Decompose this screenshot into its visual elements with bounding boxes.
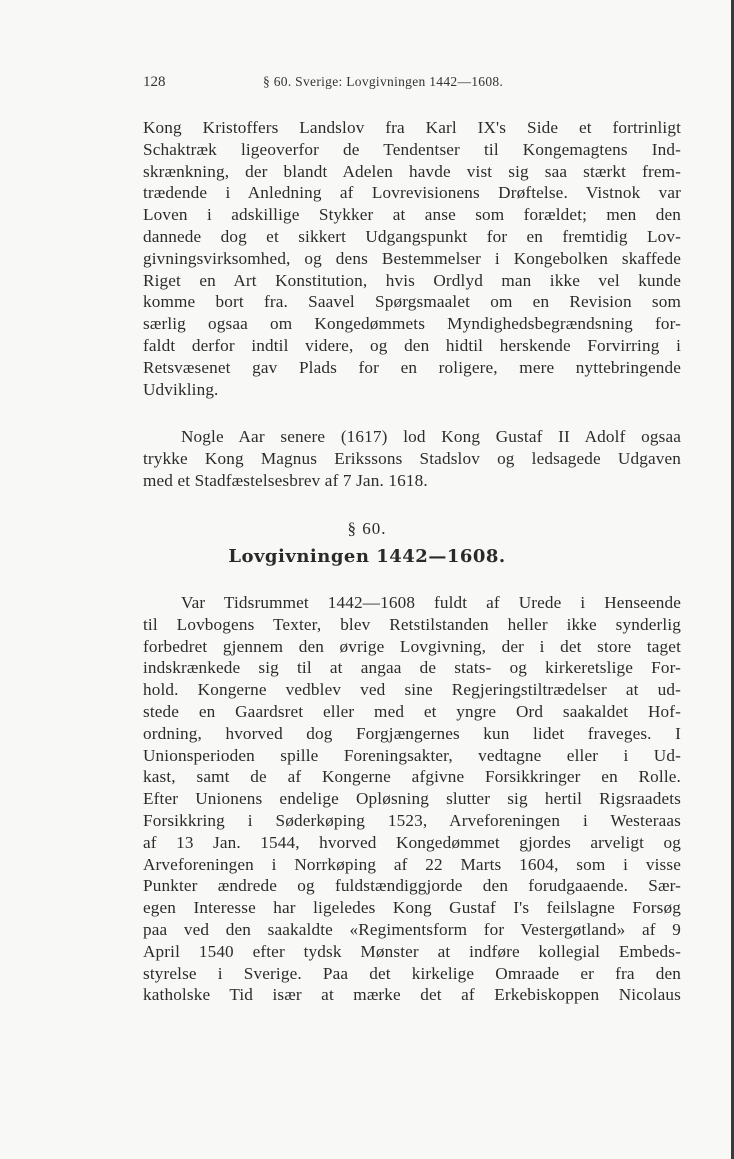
text-line: Nogle Aar senere (1617) lod Kong Gustaf II Adolf ogsaa bbox=[181, 427, 681, 446]
paragraph-3 bbox=[143, 592, 681, 1006]
text-line: Arveforeningen i Norrkøping af 22 Marts 1604, som i visse bbox=[143, 854, 681, 874]
text-line: hold. Kongerne vedblev ved sine Regjeringstiltrædelser at ud- bbox=[143, 680, 681, 700]
text-line: Unionsperioden spille Foreningsakter, vedtagne eller i Ud- bbox=[143, 745, 681, 765]
text-line: særlig ogsaa om Kongedømmets Myndighedsbegrændsning for- bbox=[143, 314, 681, 334]
text-line: Loven i adskillige Stykker at anse som forældet; men den bbox=[143, 205, 681, 225]
text-line: Var Tidsrummet 1442—1608 fuldt af Urede i Henseende bbox=[181, 593, 681, 612]
text-line: stede en Gaardsret eller med et yngre Ord saakaldet Hof- bbox=[143, 701, 681, 721]
text-line: Udvikling. bbox=[143, 379, 219, 399]
paragraph-1 bbox=[143, 117, 681, 400]
text-line: forbedret gjennem den øvrige Lovgivning, der i det store taget bbox=[143, 636, 681, 656]
page-header bbox=[143, 74, 663, 96]
text-line: skrænkning, der blandt Adelen havde vist sig saa stærkt frem- bbox=[143, 161, 681, 181]
text-line: ordning, hvorved dog Forgjængernes kun lidet fraveges. I bbox=[143, 723, 681, 743]
text-line: egen Interesse har ligeledes Kong Gustaf I's feilslagne Forsøg bbox=[143, 898, 681, 918]
page-number: 128 bbox=[143, 74, 166, 90]
text-line: Efter Unionens endelige Opløsning slutter sig hertil Rigsraadets bbox=[143, 789, 681, 809]
text-line: Punkter ændrede og fuldstændiggjorde den forudgaaende. Sær- bbox=[143, 876, 681, 896]
text-line: faldt derfor indtil videre, og den hidtil herskende Forvirring i bbox=[143, 335, 681, 355]
paragraph-2 bbox=[143, 426, 681, 491]
text-line: Retsvæsenet gav Plads for en roligere, mere nyttebringende bbox=[143, 357, 681, 377]
text-line: komme bort fra. Saavel Spørgsmaalet om en Revision som bbox=[143, 292, 681, 312]
text-line: styrelse i Sverige. Paa det kirkelige Omraade er fra den bbox=[143, 963, 681, 983]
section-title: Lovgivningen 1442—1608. bbox=[228, 546, 506, 567]
text-line: trædende i Anledning af Lovrevisionens Drøftelse. Vistnok var bbox=[143, 183, 681, 203]
text-line: til Lovbogens Texter, blev Retstilstanden heller ikke synderlig bbox=[143, 614, 681, 634]
text-line: af 13 Jan. 1544, hvorved Kongedømmet gjordes arveligt og bbox=[143, 832, 681, 852]
text-line: April 1540 efter tydsk Mønster at indføre kollegial Embeds- bbox=[143, 941, 681, 961]
running-title: § 60. Sverige: Lovgivningen 1442—1608. bbox=[263, 74, 504, 89]
text-line: paa ved den saakaldte «Regimentsform for Vestergøtland» af 9 bbox=[143, 919, 681, 939]
text-line: trykke Kong Magnus Erikssons Stadslov og ledsagede Udgaven bbox=[143, 448, 681, 468]
text-line: givningsvirksomhed, og dens Bestemmelser i Kongebolken skaffede bbox=[143, 248, 681, 268]
text-line: Kong Kristoffers Landslov fra Karl IX's Side et fortrinligt bbox=[143, 118, 681, 137]
text-line: med et Stadfæstelsesbrev af 7 Jan. 1618. bbox=[143, 470, 428, 490]
text-line: Forsikkring i Søderkøping 1523, Arveforeningen i Westeraas bbox=[143, 810, 681, 830]
text-line: dannede dog et sikkert Udgangspunkt for en fremtidig Lov- bbox=[143, 226, 681, 246]
text-line: indskrænkede sig til at angaa de stats- og kirkeretslige For- bbox=[143, 658, 681, 678]
text-line: katholske Tid især at mærke det af Erkebiskoppen Nicolaus bbox=[143, 985, 681, 1005]
text-line: kast, samt de af Kongerne afgivne Forsikkringer en Rolle. bbox=[143, 767, 681, 787]
text-line: Schaktræk ligeoverfor de Tendentser til Kongemagtens Ind- bbox=[143, 139, 681, 159]
text-line: Riget en Art Konstitution, hvis Ordlyd man ikke vel kunde bbox=[143, 270, 681, 290]
section-number: § 60. bbox=[347, 519, 387, 538]
